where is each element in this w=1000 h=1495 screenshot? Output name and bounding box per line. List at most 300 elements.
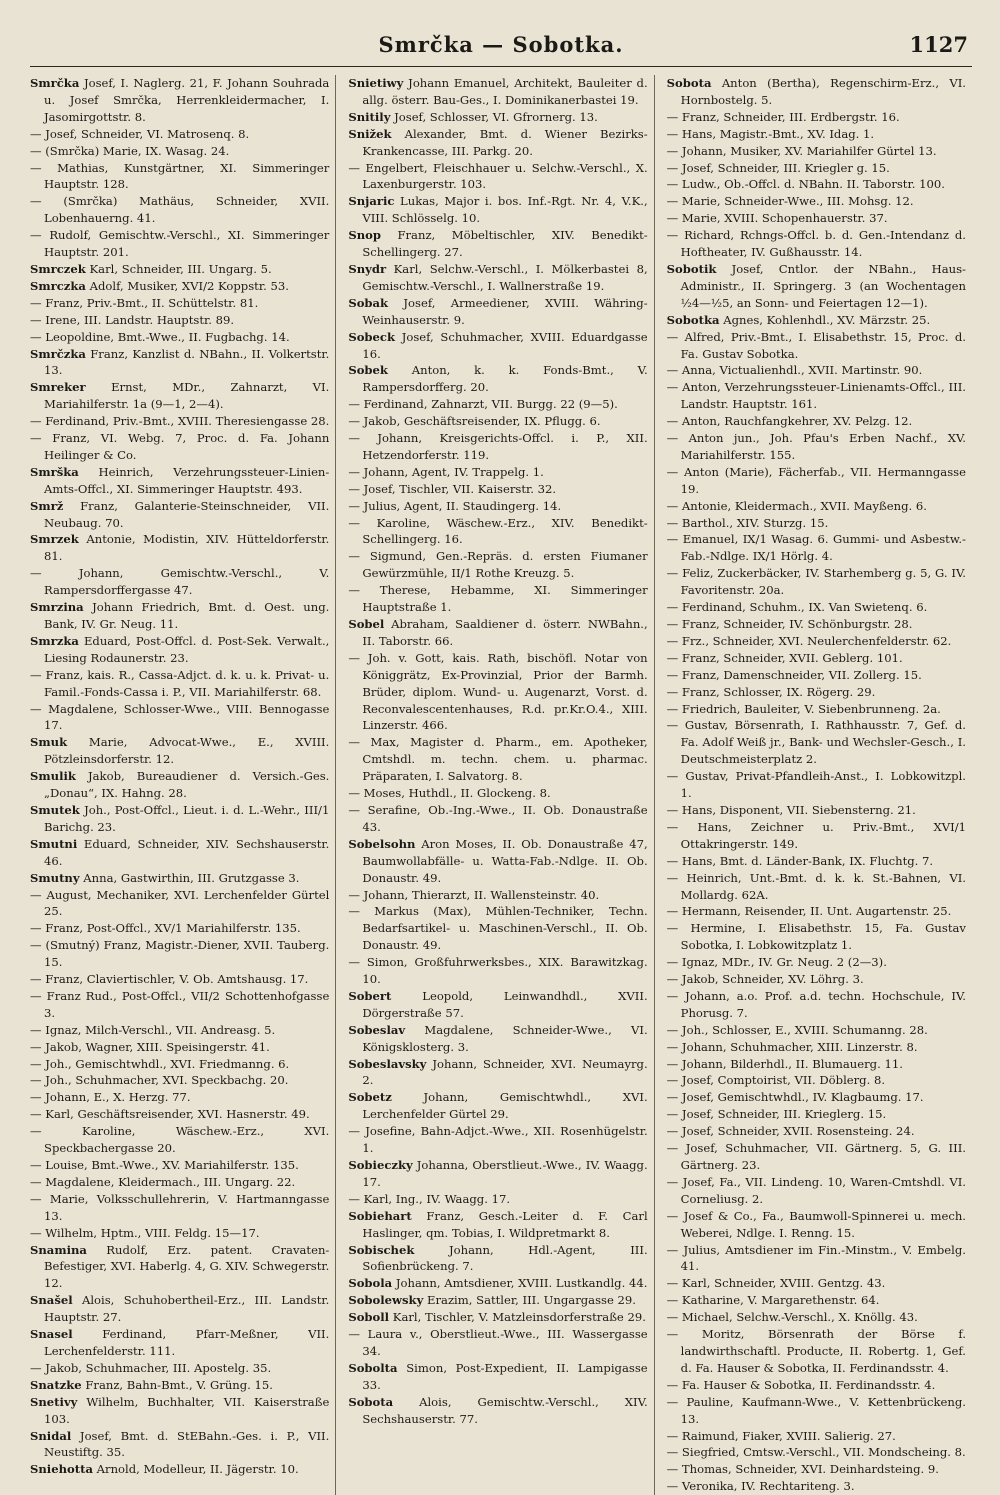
entry-text: — Louise, Bmt.-Wwe., XV. Mariahilferstr. 135. [30, 1158, 299, 1172]
directory-entry [30, 802, 329, 836]
entry-surname: Snižek [348, 126, 392, 141]
directory-entry [348, 295, 647, 329]
directory-entry [667, 227, 966, 261]
column-3 [667, 75, 972, 1495]
entry-surname: Snatzke [30, 1377, 82, 1392]
directory-entry [348, 126, 647, 160]
entry-surname: Sobeck [348, 329, 396, 344]
directory-entry [30, 346, 329, 380]
directory-entry [30, 498, 329, 532]
directory-entry [30, 1377, 329, 1394]
directory-entry [667, 971, 966, 988]
entry-text: — Max, Magister d. Pharm., em. Apotheker, Cmtshdl. m. techn. chem. u. pharmac. Präparaten, I. Salvatorg. 8. [348, 735, 648, 784]
directory-entry [30, 430, 329, 464]
entry-text: Adolf, Musiker, XVI/2 Koppstr. 53. [85, 278, 289, 293]
entry-surname: Sobert [348, 988, 392, 1003]
entry-text: Anna, Gastwirthin, III. Grutzgasse 3. [79, 870, 300, 885]
directory-entry [30, 836, 329, 870]
entry-text: Johann, Amtsdiener, XVIII. Lustkandlg. 44. [392, 1276, 648, 1291]
directory-entry [30, 971, 329, 988]
entry-surname: Snop [348, 228, 381, 243]
directory-entry [667, 312, 966, 329]
entry-text: — Ferdinand, Priv.-Bmt., XVIII. Theresiengasse 28. [30, 414, 330, 429]
directory-entry [348, 498, 647, 515]
directory-entry [348, 464, 647, 481]
entry-text: — Barthol., XIV. Sturzg. 15. [666, 515, 829, 530]
entry-text: — Josef, Comptoirist, VII. Döblerg. 8. [666, 1073, 886, 1088]
entry-text: — Johann, Thierarzt, II. Wallensteinstr. 40. [348, 887, 600, 902]
directory-entry [667, 565, 966, 599]
entry-surname: Snitily [348, 109, 391, 124]
directory-entry [667, 768, 966, 802]
entry-text: Lukas, Major i. bos. Inf.-Rgt. Nr. 4, V.K., VIII. Schlösselg. 10. [362, 194, 648, 226]
directory-entry [667, 329, 966, 363]
entry-text: — Leopoldine, Bmt.-Wwe., II. Fugbachg. 14. [30, 329, 290, 344]
entry-surname: Sobischek [348, 1242, 415, 1257]
entry-surname: Smutek [30, 802, 80, 817]
entry-text: — Sigmund, Gen.-Repräs. d. ersten Fiumaner Gewürzmühle, II/1 Rothe Kreuzg. 5. [348, 549, 648, 581]
entry-text: Wilhelm, Buchhalter, VII. Kaiserstraße 103. [44, 1394, 330, 1426]
entry-surname: Smutni [30, 836, 78, 851]
directory-entry [667, 379, 966, 413]
directory-entry [348, 734, 647, 785]
column-2 [348, 75, 654, 1495]
entry-text: Heinrich, Verzehrungssteuer-Linien-Amts-Offcl., XI. Simmeringer Hauptstr. 493. [44, 464, 330, 496]
entry-text: — Franz, kais. R., Cassa-Adjct. d. k. u. k. Privat- u. Famil.-Fonds-Cassa i. P., VII. Mariahilferstr. 68. [30, 667, 330, 699]
entry-text: — Anton jun., Joh. Pfau's Erben Nachf., XV. Mariahilferstr. 155. [666, 431, 966, 462]
directory-entry [348, 362, 647, 396]
directory-entry [667, 176, 966, 193]
entry-text: — Frz., Schneider, XVI. Neulerchenfelderstr. 62. [666, 633, 952, 648]
entry-text: — Joh., Schuhmacher, XVI. Speckbachg. 20. [30, 1073, 289, 1088]
directory-entry [348, 988, 647, 1022]
entry-text: — Feliz, Zuckerbäcker, IV. Starhemberg g. 5, G. IV. Favoritenstr. 20a. [666, 566, 966, 598]
directory-entry [667, 126, 966, 143]
entry-surname: Sobak [348, 295, 389, 310]
entry-text: — Thomas, Schneider, XVI. Deinhardsteing. 9. [666, 1462, 939, 1477]
directory-entry [30, 261, 329, 278]
directory-entry [30, 1225, 329, 1242]
entry-text: — Jakob, Schuhmacher, III. Apostelg. 35. [30, 1360, 272, 1375]
directory-entry [30, 1039, 329, 1056]
page-header [30, 30, 972, 67]
directory-entry [348, 1191, 647, 1208]
directory-entry [667, 1123, 966, 1140]
entry-text: — Anna, Victualienhdl., XVII. Martinstr. 90. [666, 363, 923, 378]
entry-text: Aron Moses, II. Ob. Donaustraße 47, Baumwollabfälle- u. Watta-Fab.-Ndlge. II. Ob. Donaustr. 49. [362, 836, 648, 885]
directory-entry [348, 802, 647, 836]
directory-entry [348, 329, 647, 363]
entry-text: — Hermann, Reisender, II. Unt. Augartenstr. 25. [666, 904, 952, 919]
directory-entry [348, 1157, 647, 1191]
directory-entry [30, 988, 329, 1022]
directory-entry [667, 1174, 966, 1208]
entry-text: — Magdalene, Kleidermach., III. Ungarg. 22. [30, 1174, 296, 1189]
entry-text: — Johann, Gemischtw.-Verschl., V. Rampersdorffergasse 47. [30, 566, 330, 598]
directory-entry [30, 75, 329, 126]
entry-text: — Karoline, Wäschew.-Erz., XIV. Benedikt-Schellingerg. 16. [348, 515, 648, 547]
directory-entry [667, 1022, 966, 1039]
directory-entry [667, 1089, 966, 1106]
directory-entry [30, 768, 329, 802]
entry-text: — Jakob, Schneider, XV. Löhrg. 3. [666, 972, 864, 987]
directory-entry [348, 1360, 647, 1394]
directory-entry [667, 1292, 966, 1309]
directory-entry [667, 261, 966, 312]
entry-text: Joh., Post-Offcl., Lieut. i. d. L.-Wehr., III/1 Barichg. 23. [44, 802, 330, 834]
directory-entry [348, 396, 647, 413]
entry-text: — Ferdinand, Schuhm., IX. Van Swietenq. 6. [666, 600, 928, 615]
directory-entry [667, 853, 966, 870]
directory-entry [348, 954, 647, 988]
entry-text: — Hans, Zeichner u. Priv.-Bmt., XVI/1 Ottakringerstr. 149. [666, 819, 966, 851]
entry-surname: Sobiehart [348, 1208, 412, 1223]
directory-entry [348, 1275, 647, 1292]
directory-entry [348, 1089, 647, 1123]
entry-surname: Smrczek [30, 261, 86, 276]
entry-text: — Magdalene, Schlosser-Wwe., VIII. Bennogasse 17. [30, 701, 330, 733]
entry-text: — Franz, VI. Webg. 7, Proc. d. Fa. Johann Heilinger & Co. [30, 431, 330, 462]
entry-surname: Sobota [666, 76, 712, 90]
entry-text: Josef, Schuhmacher, XVIII. Eduardgasse 16. [362, 329, 648, 361]
entry-surname: Sobotik [666, 261, 717, 276]
entry-text: Antonie, Modistin, XIV. Hütteldorferstr. 81. [44, 532, 330, 564]
entry-text: — Marie, Schneider-Wwe., III. Mohsg. 12. [666, 194, 914, 209]
entry-text: Josef, Bmt. d. StEBahn.-Ges. i. P., VII. Neustiftg. 35. [44, 1428, 330, 1460]
entry-text: Ferdinand, Pfarr-Meßner, VII. Lerchenfelderstr. 111. [44, 1327, 330, 1358]
entry-surname: Smrczka [30, 278, 86, 293]
entry-text: — Jakob, Wagner, XIII. Speisingerstr. 41. [30, 1039, 270, 1054]
entry-text: — Joh., Schlosser, E., XVIII. Schumanng. 28. [666, 1022, 928, 1037]
directory-entry [667, 650, 966, 667]
entry-surname: Snietiwy [348, 76, 404, 90]
directory-entry [30, 1360, 329, 1377]
entry-columns [30, 75, 972, 1495]
entry-text: — Gustav, Privat-Pfandleih-Anst., I. Lobkowitzpl. 1. [666, 769, 966, 801]
entry-surname: Sobetz [348, 1090, 392, 1105]
entry-text: Karl, Selchw.-Verschl., I. Mölkerbastei 8, Gemischtw.-Verschl., I. Wallnerstraße 19. [362, 261, 648, 293]
entry-surname: Sobolewsky [348, 1293, 424, 1308]
directory-entry [667, 1461, 966, 1478]
directory-entry [348, 1242, 647, 1276]
directory-entry [348, 109, 647, 126]
directory-entry [667, 920, 966, 954]
entry-text: Johann, Gemischtwhdl., XVI. Lerchenfelder Gürtel 29. [362, 1090, 648, 1122]
entry-text: — Franz, Claviertischler, V. Ob. Amtshausg. 17. [30, 972, 309, 987]
directory-entry [667, 362, 966, 379]
entry-surname: Snjaric [348, 194, 395, 209]
entry-text: Alois, Gemischtw.-Verschl., XIV. Sechshauserstr. 77. [362, 1394, 648, 1426]
directory-entry [30, 126, 329, 143]
entry-surname: Smrčka [30, 76, 80, 90]
directory-entry [30, 734, 329, 768]
entry-text: — Mathias, Kunstgärtner, XI. Simmeringer Hauptstr. 128. [30, 160, 330, 192]
directory-entry [30, 701, 329, 735]
directory-entry [348, 1292, 647, 1309]
directory-entry [30, 599, 329, 633]
entry-text: — Friedrich, Bauleiter, V. Siebenbrunneng. 2a. [666, 701, 941, 716]
entry-text: — Hans, Magistr.-Bmt., XV. Idag. 1. [666, 126, 875, 141]
entry-text: — Moses, Huthdl., II. Glockeng. 8. [348, 786, 551, 801]
entry-text: — Alfred, Priv.-Bmt., I. Elisabethstr. 15, Proc. d. Fa. Gustav Sobotka. [666, 329, 966, 361]
entry-text: — Franz, Schneider, III. Erdbergstr. 16. [666, 109, 900, 124]
entry-text: — Wilhelm, Hptm., VIII. Feldg. 15—17. [30, 1225, 260, 1240]
directory-entry [30, 1072, 329, 1089]
directory-entry [30, 1461, 329, 1478]
entry-surname: Snidal [30, 1428, 72, 1443]
directory-entry [348, 1123, 647, 1157]
directory-entry [667, 413, 966, 430]
entry-text: — Hermine, I. Elisabethstr. 15, Fa. Gustav Sobotka, I. Lobkowitzplatz 1. [666, 921, 966, 953]
entry-surname: Smrzina [30, 600, 84, 615]
entry-surname: Snetivy [30, 1394, 78, 1409]
entry-text: Johann Friedrich, Bmt. d. Oest. ung. Bank, IV. Gr. Neug. 11. [44, 600, 330, 631]
entry-text: — Simon, Großfuhrwerksbes., XIX. Barawitzkag. 10. [348, 955, 648, 987]
directory-entry [667, 531, 966, 565]
entry-text: — Ferdinand, Zahnarzt, VII. Burgg. 22 (9—5). [348, 397, 618, 412]
directory-entry [30, 1428, 329, 1462]
directory-entry [667, 1394, 966, 1428]
entry-text: — Anton, Verzehrungssteuer-Linienamts-Offcl., III. Landstr. Hauptstr. 161. [666, 380, 966, 412]
directory-entry [667, 75, 966, 109]
directory-entry [30, 329, 329, 346]
directory-entry [667, 1326, 966, 1377]
directory-entry [30, 1394, 329, 1428]
entry-text: — Anton, Rauchfangkehrer, XV. Pelzg. 12. [666, 414, 913, 429]
entry-text: — Johann, a.o. Prof. a.d. techn. Hochschule, IV. Phorusg. 7. [666, 988, 966, 1020]
directory-entry [667, 954, 966, 971]
entry-text: Franz, Gesch.-Leiter d. F. Carl Haslinger, qm. Tobias, I. Wildpretmarkt 8. [362, 1208, 648, 1240]
directory-entry [348, 1208, 647, 1242]
entry-text: — Hans, Disponent, VII. Siebensterng. 21. [666, 802, 916, 817]
directory-entry [667, 667, 966, 684]
directory-entry [30, 870, 329, 887]
entry-text: — Franz Rud., Post-Offcl., VII/2 Schottenhofgasse 3. [30, 988, 330, 1020]
directory-entry [30, 160, 329, 194]
entry-text: Karl, Tischler, V. Matzleinsdorferstraße 29. [389, 1310, 646, 1325]
entry-text: — Marie, XVIII. Schopenhauerstr. 37. [666, 211, 888, 226]
entry-surname: Sobelsohn [348, 836, 416, 851]
entry-text: — Johann, Agent, IV. Trappelg. 1. [348, 464, 544, 479]
entry-text: — (Smutný) Franz, Magistr.-Diener, XVII. Tauberg. 15. [30, 938, 330, 970]
directory-entry [667, 160, 966, 177]
directory-entry [348, 413, 647, 430]
entry-text: — Emanuel, IX/1 Wasag. 6. Gummi- und Asbestw.-Fab.-Ndlge. IX/1 Hörlg. 4. [666, 532, 966, 564]
entry-text: Leopold, Leinwandhdl., XVII. Dörgerstraße 57. [362, 988, 648, 1020]
directory-entry [30, 633, 329, 667]
entry-text: Eduard, Post-Offcl. d. Post-Sek. Verwalt., Liesing Rodaunerstr. 23. [44, 633, 330, 665]
entry-text: — Karl, Geschäftsreisender, XVI. Hasnerstr. 49. [30, 1107, 310, 1122]
entry-surname: Sobek [348, 363, 388, 378]
entry-surname: Sobel [348, 617, 385, 631]
entry-text: Marie, Advocat-Wwe., E., XVIII. Pötzleinsdorferstr. 12. [44, 735, 330, 767]
entry-surname: Smrška [30, 464, 79, 479]
entry-text: — (Smrčka) Mathäus, Schneider, XVII. Lobenhauerng. 41. [30, 194, 330, 226]
directory-entry [348, 261, 647, 295]
entry-text: Johann, Schneider, XVI. Neumayrg. 2. [362, 1056, 648, 1088]
entry-text: — Gustav, Börsenrath, I. Rathhausstr. 7, Gef. d. Fa. Adolf Weiß jr., Bank- und Wechsler-Gesch., I. Deutschmeisterplatz 2. [666, 718, 966, 767]
directory-entry [667, 903, 966, 920]
directory-entry [348, 160, 647, 194]
column-1 [30, 75, 336, 1495]
entry-text: — Engelbert, Fleischhauer u. Selchw.-Verschl., X. Laxenburgerstr. 103. [348, 160, 648, 192]
directory-entry [348, 75, 647, 109]
page-number: 1127 [909, 32, 968, 57]
entry-text: Erazim, Sattler, III. Ungargasse 29. [423, 1293, 636, 1308]
directory-entry [348, 650, 647, 735]
directory-entry [667, 143, 966, 160]
directory-entry [667, 616, 966, 633]
entry-text: Anton (Bertha), Regenschirm-Erz., VI. Hornbostelg. 5. [680, 76, 966, 107]
entry-surname: Sobolta [348, 1360, 398, 1375]
entry-text: — August, Mechaniker, XVI. Lerchenfelder Gürtel 25. [30, 887, 330, 919]
directory-entry [667, 1309, 966, 1326]
directory-entry [667, 515, 966, 532]
entry-text: Franz, Kanzlist d. NBahn., II. Volkertstr. 13. [44, 346, 330, 378]
directory-entry [667, 1275, 966, 1292]
directory-entry [667, 1106, 966, 1123]
directory-entry [667, 109, 966, 126]
entry-surname: Smrž [30, 498, 64, 513]
entry-text: — Josef & Co., Fa., Baumwoll-Spinnerei u. mech. Weberei, Ndlge. I. Renng. 15. [666, 1208, 966, 1240]
entry-surname: Snamina [30, 1242, 87, 1257]
entry-text: — Veronika, IV. Rechtariteng. 3. [666, 1479, 855, 1494]
entry-surname: Smreker [30, 380, 86, 395]
directory-entry [30, 667, 329, 701]
directory-entry [348, 1022, 647, 1056]
directory-entry [30, 1157, 329, 1174]
entry-text: Agnes, Kohlenhdl., XV. Märzstr. 25. [719, 312, 931, 327]
entry-text: — Raimund, Fiaker, XVIII. Salierig. 27. [666, 1428, 896, 1443]
entry-text: — Jakob, Geschäftsreisender, IX. Pflugg. 6. [348, 414, 601, 429]
entry-text: — Josef, Tischler, VII. Kaiserstr. 32. [348, 481, 557, 496]
entry-text: Josef, Armeediener, XVIII. Währing-Weinhauserstr. 9. [362, 295, 648, 327]
directory-entry [667, 1208, 966, 1242]
entry-text: Rudolf, Erz. patent. Cravaten-Befestiger, XVI. Haberlg. 4, G. XIV. Schwegerstr. 12. [44, 1242, 330, 1291]
directory-entry [30, 1326, 329, 1360]
entry-text: — Joh. v. Gott, kais. Rath, bischöfl. Notar von Königgrätz, Ex-Provinzial, Prior der Barmh. Brüder, diplom. Wund- u. Augenarzt, Vorst. d. Reconvalescentenhauses, R.d. pr.Kr.O.4., XIII. Linzerstr. 466. [348, 650, 648, 733]
directory-entry [30, 1191, 329, 1225]
entry-text: Anton, k. k. Fonds-Bmt., V. Rampersdorfferg. 20. [362, 363, 648, 395]
entry-text: Jakob, Bureaudiener d. Versich.-Ges. „Donau“, IX. Hahng. 28. [44, 769, 330, 801]
directory-entry [30, 379, 329, 413]
entry-text: Franz, Möbeltischler, XIV. Benedikt-Schellingerg. 27. [362, 228, 648, 260]
entry-text: — Michael, Selchw.-Verschl., X. Knöllg. 43. [666, 1310, 918, 1325]
directory-entry [348, 582, 647, 616]
directory-entry [348, 836, 647, 887]
entry-surname: Snasel [30, 1327, 73, 1342]
directory-entry [348, 515, 647, 549]
entry-text: Josef, I. Naglerg. 21, F. Johann Souhrada u. Josef Smrčka, Herrenkleidermacher, I. Jasomirgottstr. 8. [44, 76, 330, 124]
directory-entry [667, 1478, 966, 1495]
entry-text: — Johann, Schuhmacher, XIII. Linzerstr. 8. [666, 1039, 918, 1054]
entry-text: — Hans, Bmt. d. Länder-Bank, IX. Fluchtg. 7. [666, 853, 934, 868]
entry-surname: Snydr [348, 261, 387, 276]
entry-surname: Sobotka [666, 312, 720, 327]
directory-entry [667, 210, 966, 227]
entry-text: Karl, Schneider, III. Ungarg. 5. [85, 261, 272, 276]
entry-surname: Snašel [30, 1293, 73, 1308]
directory-entry [30, 1123, 329, 1157]
entry-text: — Ignaz, MDr., IV. Gr. Neug. 2 (2—3). [666, 955, 887, 970]
entry-text: — Franz, Priv.-Bmt., II. Schüttelstr. 81. [30, 295, 259, 310]
directory-entry [30, 295, 329, 312]
entry-text: — Richard, Rchngs-Offcl. b. d. Gen.-Intendanz d. Hoftheater, IV. Gußhausstr. 14. [666, 228, 966, 260]
entry-text: — Josef, Schuhmacher, VII. Gärtnerg. 5, G. III. Gärtnerg. 23. [666, 1141, 966, 1172]
entry-text: — Anton (Marie), Fächerfab., VII. Hermanngasse 19. [666, 464, 966, 496]
entry-text: Simon, Post-Expedient, II. Lampigasse 33. [362, 1360, 648, 1392]
entry-text: Arnold, Modelleur, II. Jägerstr. 10. [92, 1462, 299, 1477]
entry-text: — Moritz, Börsenrath der Börse f. landwirthschaftl. Producte, II. Robertg. 1, Gef. d. Fa. Hauser & Sobotka, II. Ferdinandsstr. 4. [666, 1327, 966, 1375]
entry-text: Johanna, Oberstlieut.-Wwe., IV. Waagg. 17. [362, 1158, 648, 1189]
directory-entry [30, 565, 329, 599]
directory-entry [30, 1056, 329, 1073]
directory-entry [348, 430, 647, 464]
entry-text: — Ludw., Ob.-Offcl. d. NBahn. II. Taborstr. 100. [666, 177, 945, 192]
entry-text: Abraham, Saaldiener d. österr. NWBahn., II. Taborstr. 66. [362, 617, 648, 648]
entry-text: — Markus (Max), Mühlen-Techniker, Techn. Bedarfsartikel- u. Maschinen-Verschl., II. Ob. Donaustr. 49. [348, 904, 648, 953]
directory-entry [667, 193, 966, 210]
entry-surname: Smrčzka [30, 346, 86, 361]
entry-text: — Serafine, Ob.-Ing.-Wwe., II. Ob. Donaustraße 43. [348, 802, 648, 834]
entry-surname: Sobeslavsky [348, 1056, 427, 1071]
running-title: Smrčka — Sobotka. [378, 32, 624, 57]
entry-text: — (Smrčka) Marie, IX. Wasag. 24. [30, 143, 230, 158]
entry-surname: Soboll [348, 1310, 390, 1325]
entry-surname: Smulik [30, 769, 76, 784]
entry-text: — Marie, Volksschullehrerin, V. Hartmanngasse 13. [30, 1191, 330, 1223]
directory-entry [667, 633, 966, 650]
entry-text: Magdalene, Schneider-Wwe., VI. Königsklosterg. 3. [362, 1022, 648, 1054]
directory-entry [30, 312, 329, 329]
directory-entry [30, 143, 329, 160]
entry-text: — Josef, Schneider, III. Kriegler g. 15. [666, 160, 890, 175]
directory-entry [667, 1039, 966, 1056]
entry-text: — Joh., Gemischtwhdl., XVI. Friedmanng. 6. [30, 1056, 290, 1071]
directory-entry [30, 1174, 329, 1191]
directory-entry [30, 887, 329, 921]
directory-entry [667, 1056, 966, 1073]
directory-entry [667, 1428, 966, 1445]
entry-text: Franz, Galanterie-Steinschneider, VII. Neubaug. 70. [44, 498, 330, 530]
directory-entry [348, 785, 647, 802]
entry-text: — Josef, Schneider, III. Krieglerg. 15. [666, 1107, 887, 1122]
entry-surname: Smuk [30, 735, 68, 750]
entry-text: — Franz, Schneider, IV. Schönburgstr. 28. [666, 617, 913, 631]
entry-text: — Josef, Schneider, VI. Matrosenq. 8. [30, 126, 250, 141]
entry-text: Josef, Schlosser, VI. Gfrornerg. 13. [390, 109, 598, 124]
entry-surname: Sobota [348, 1394, 394, 1409]
entry-text: Eduard, Schneider, XIV. Sechshauserstr. 46. [44, 836, 330, 868]
directory-entry [30, 227, 329, 261]
directory-entry [30, 193, 329, 227]
entry-text: Franz, Bahn-Bmt., V. Grüng. 15. [81, 1377, 273, 1392]
entry-text: — Ignaz, Milch-Verschl., VII. Andreasg. 5. [30, 1022, 276, 1037]
entry-text: — Siegfried, Cmtsw.-Verschl., VII. Mondscheing. 8. [666, 1445, 966, 1460]
entry-text: Josef, Cntlor. der NBahn., Haus-Administr., II. Springerg. 3 (an Wochentagen ½4—½5, an Sonn- und Feiertagen 12—1). [680, 261, 966, 310]
directory-entry [30, 1242, 329, 1293]
entry-surname: Smutny [30, 870, 80, 885]
directory-entry [667, 819, 966, 853]
directory-entry [348, 1326, 647, 1360]
directory-entry [667, 1140, 966, 1174]
directory-entry [348, 903, 647, 954]
directory-entry [667, 1377, 966, 1394]
entry-text: — Josefine, Bahn-Adjct.-Wwe., XII. Rosenhügelstr. 1. [348, 1124, 648, 1156]
entry-surname: Sobola [348, 1276, 393, 1291]
entry-text: Alois, Schuhobertheil-Erz., III. Landstr. Hauptstr. 27. [44, 1293, 330, 1325]
entry-text: — Josef, Schneider, XVII. Rosensteing. 24. [666, 1124, 915, 1139]
